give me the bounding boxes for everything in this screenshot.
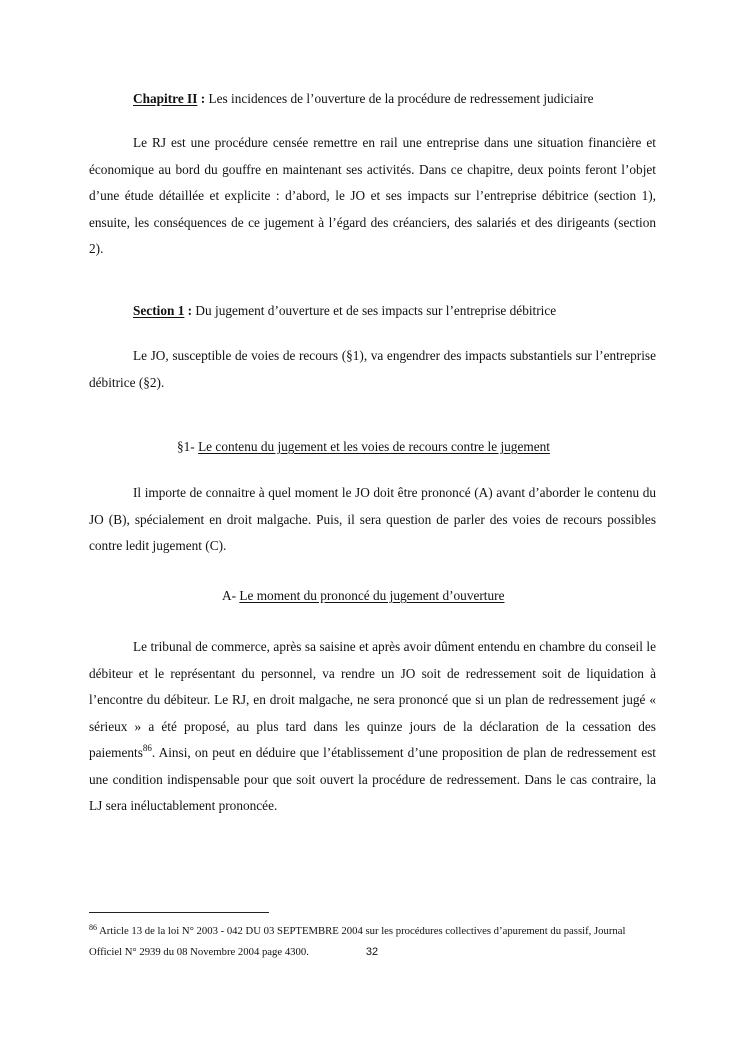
partA-paragraph-text-2: . Ainsi, on peut en déduire que l’établissement d’une proposition de plan de redressement est une condition indispensable pour que soit ouvert la procédure de redressement. Dans le cas contraire, la LJ sera inéluctablement prononcée. <box>89 745 656 813</box>
chapter-colon: : <box>197 91 209 106</box>
page-number: 32 <box>365 946 379 958</box>
section1-heading <box>133 302 556 319</box>
section1-colon: : <box>184 303 196 318</box>
section1-label: Section 1 <box>133 303 185 318</box>
partA-title: Le moment du prononcé du jugement d’ouverture <box>239 588 505 603</box>
partA-heading <box>222 587 504 604</box>
chapter-label: Chapitre II <box>133 91 198 106</box>
footnote-separator <box>89 912 269 913</box>
subsection1-title: Le contenu du jugement et les voies de recours contre le jugement <box>198 439 550 454</box>
partA-paragraph <box>89 634 656 820</box>
footnote-text: Article 13 de la loi N° 2003 - 042 DU 03 SEPTEMBRE 2004 sur les procédures collectives d’apurement du passif, Journal Officiel N° 2939 du 08 Novembre 2004 page 4300. <box>89 925 626 958</box>
footnote-reference: 86 <box>142 743 152 753</box>
subsection1-heading <box>177 438 550 455</box>
footnote-number: 86 <box>89 923 97 932</box>
subsection1-prefix: §1- <box>177 439 199 454</box>
section1-paragraph-text: Le JO, susceptible de voies de recours (§1), va engendrer des impacts substantiels sur l’entreprise débitrice (§2). <box>89 348 656 390</box>
intro-paragraph-text: Le RJ est une procédure censée remettre en rail une entreprise dans une situation financière et économique au bord du gouffre en maintenant ses activités. Dans ce chapitre, deux points feront l’objet d’une étude détaillée et explicite : d’abord, le JO et ses impacts sur l’entreprise débitrice (section 1), ensuite, les conséquences de ce jugement à l’égard des créanciers, des salariés et des dirigeants (section 2). <box>89 135 656 256</box>
chapter-title: Les incidences de l’ouverture de la procédure de redressement judiciaire <box>208 91 594 106</box>
section1-paragraph <box>89 343 656 396</box>
subsection1-paragraph-text: Il importe de connaitre à quel moment le JO doit être prononcé (A) avant d’aborder le contenu du JO (B), spécialement en droit malgache. Puis, il sera question de parler des voies de recours possibles contre ledit jugement (C). <box>89 485 656 553</box>
intro-paragraph <box>89 130 656 263</box>
partA-prefix: A- <box>222 588 240 603</box>
subsection1-paragraph <box>89 480 656 560</box>
partA-paragraph-text-1: Le tribunal de commerce, après sa saisine et après avoir dûment entendu en chambre du conseil le débiteur et le représentant du personnel, va rendre un JO soit de redressement soit de liquidation à l’encontre du débiteur. Le RJ, en droit malgache, ne sera prononcé que si un plan de redressement jugé « sérieux » a été proposé, au plus tard dans les quinze jours de la déclaration de la cessation des paiements <box>89 639 656 760</box>
chapter-heading <box>133 90 594 107</box>
section1-title: Du jugement d’ouverture et de ses impacts sur l’entreprise débitrice <box>195 303 557 318</box>
